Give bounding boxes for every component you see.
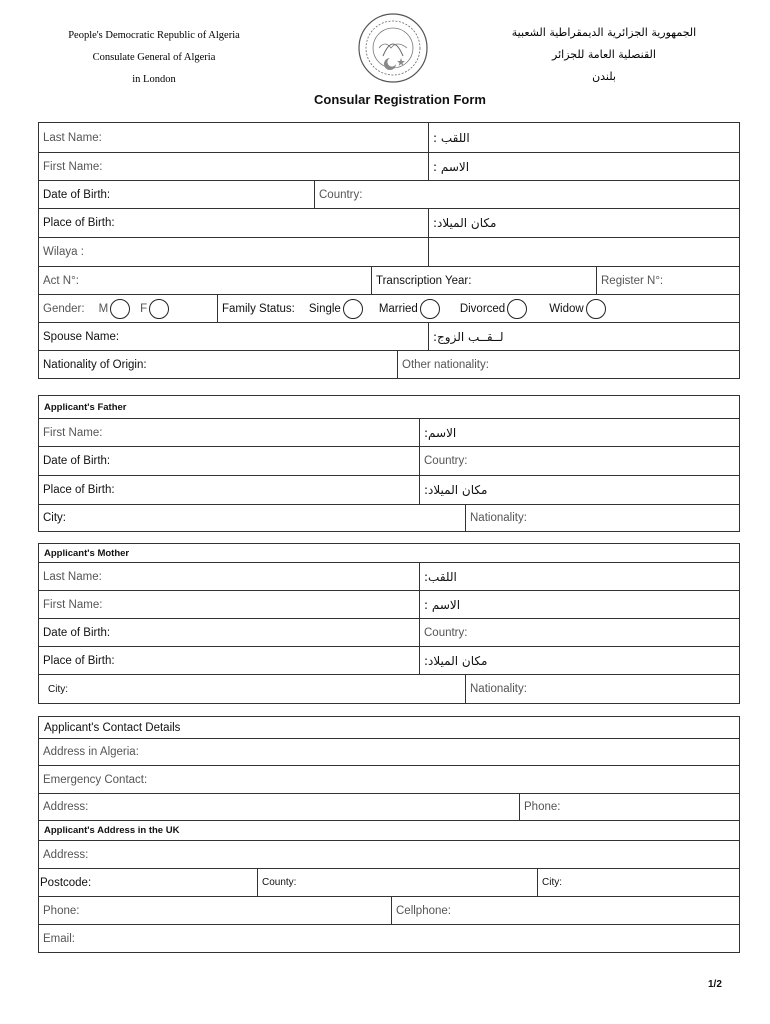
family-status-label: Family Status: bbox=[222, 302, 295, 315]
first-name-field[interactable]: First Name: bbox=[43, 160, 103, 173]
postcode-field[interactable]: Postcode: bbox=[40, 876, 92, 889]
father-nationality-field[interactable]: Nationality: bbox=[465, 505, 739, 531]
transcription-year-field[interactable]: Transcription Year: bbox=[371, 267, 596, 294]
contact-section bbox=[38, 716, 740, 953]
date-of-birth-field[interactable]: Date of Birth: bbox=[43, 188, 111, 201]
mother-section-title: Applicant's Mother bbox=[44, 547, 130, 559]
father-date-of-birth-field[interactable]: Date of Birth: bbox=[43, 455, 111, 467]
status-divorced-radio[interactable] bbox=[507, 299, 527, 319]
country-name-en: People's Democratic Republic of Algeria bbox=[68, 30, 240, 41]
status-widow-label: Widow bbox=[549, 302, 584, 315]
mother-section bbox=[38, 543, 740, 704]
cellphone-field[interactable]: Cellphone: bbox=[391, 897, 739, 924]
mother-place-of-birth-field[interactable]: Place of Birth: bbox=[43, 654, 115, 667]
city-field[interactable]: City: bbox=[537, 869, 739, 896]
emergency-phone-field[interactable]: Phone: bbox=[519, 794, 739, 820]
contact-section-title: Applicant's Contact Details bbox=[44, 721, 181, 734]
last-name-label-ar: اللقب : bbox=[428, 123, 739, 152]
country-name-ar: الجمهورية الجزائرية الديمقراطية الشعبية bbox=[511, 26, 697, 39]
place-of-birth-label-ar: مكان الميلاد: bbox=[428, 209, 739, 237]
spouse-name-label-ar: لــقــب الزوج: bbox=[428, 323, 739, 350]
page-number: 1/2 bbox=[708, 979, 722, 990]
gender-male-radio[interactable] bbox=[110, 299, 130, 319]
register-number-field[interactable]: Register N°: bbox=[596, 267, 739, 294]
status-married-radio[interactable] bbox=[420, 299, 440, 319]
mother-city-field[interactable]: City: bbox=[48, 683, 68, 695]
header-left bbox=[36, 25, 272, 91]
mother-country-field[interactable]: Country: bbox=[419, 619, 739, 646]
place-of-birth-field[interactable]: Place of Birth: bbox=[43, 217, 115, 229]
mother-first-name-field[interactable]: First Name: bbox=[43, 598, 103, 611]
country-field[interactable]: Country: bbox=[314, 181, 739, 208]
uk-phone-field[interactable]: Phone: bbox=[43, 904, 80, 917]
emergency-contact-field[interactable]: Emergency Contact: bbox=[43, 773, 148, 786]
first-name-label-ar: الاسم : bbox=[428, 153, 739, 180]
father-first-name-label-ar: الاسم: bbox=[419, 419, 739, 446]
mother-nationality-field[interactable]: Nationality: bbox=[465, 675, 739, 703]
mother-last-name-field[interactable]: Last Name: bbox=[43, 570, 102, 583]
nationality-origin-field[interactable]: Nationality of Origin: bbox=[43, 358, 147, 371]
mother-place-of-birth-label-ar: مكان الميلاد: bbox=[419, 647, 739, 674]
mother-date-of-birth-field[interactable]: Date of Birth: bbox=[43, 626, 111, 639]
emergency-address-field[interactable]: Address: bbox=[43, 801, 89, 813]
address-in-algeria-field[interactable]: Address in Algeria: bbox=[43, 746, 139, 758]
wilaya-blank-cell[interactable] bbox=[428, 238, 739, 266]
father-country-field[interactable]: Country: bbox=[419, 447, 739, 475]
act-number-field[interactable]: Act N°: bbox=[43, 274, 79, 287]
gender-female-radio[interactable] bbox=[149, 299, 169, 319]
gender-label: Gender: bbox=[43, 302, 85, 315]
uk-address-title: Applicant's Address in the UK bbox=[39, 820, 739, 840]
city-en: in London bbox=[132, 74, 176, 85]
spouse-name-field[interactable]: Spouse Name: bbox=[43, 330, 120, 343]
status-married-label: Married bbox=[378, 302, 418, 315]
wilaya-field[interactable]: Wilaya : bbox=[43, 246, 84, 258]
consulate-name-en: Consulate General of Algeria bbox=[92, 52, 216, 63]
father-place-of-birth-field[interactable]: Place of Birth: bbox=[43, 484, 115, 496]
email-field[interactable]: Email: bbox=[43, 932, 75, 945]
header-right bbox=[474, 22, 734, 88]
gender-female-label: F bbox=[140, 302, 148, 315]
father-first-name-field[interactable]: First Name: bbox=[43, 426, 103, 439]
gender-field bbox=[39, 295, 217, 322]
status-single-label: Single bbox=[308, 302, 341, 315]
seal-emblem-icon bbox=[357, 12, 429, 84]
uk-address-field[interactable]: Address: bbox=[43, 848, 89, 861]
father-city-field[interactable]: City: bbox=[43, 512, 66, 524]
other-nationality-field[interactable]: Other nationality: bbox=[397, 351, 739, 378]
status-divorced-label: Divorced bbox=[459, 302, 506, 315]
status-widow-radio[interactable] bbox=[586, 299, 606, 319]
last-name-field[interactable]: Last Name: bbox=[43, 131, 102, 144]
city-ar: بلندن bbox=[592, 70, 616, 83]
father-section-title: Applicant's Father bbox=[44, 401, 127, 413]
status-single-radio[interactable] bbox=[343, 299, 363, 319]
mother-last-name-label-ar: اللقب: bbox=[419, 563, 739, 590]
father-section bbox=[38, 395, 740, 532]
father-place-of-birth-label-ar: مكان الميلاد: bbox=[419, 476, 739, 504]
mother-first-name-label-ar: الاسم : bbox=[419, 591, 739, 618]
gender-male-label: M bbox=[98, 302, 109, 315]
consulate-name-ar: القنصلية العامة للجزائر bbox=[552, 48, 656, 61]
form-title: Consular Registration Form bbox=[314, 92, 486, 107]
county-field[interactable]: County: bbox=[257, 869, 537, 896]
personal-section bbox=[38, 122, 740, 379]
family-status-field bbox=[217, 295, 739, 322]
